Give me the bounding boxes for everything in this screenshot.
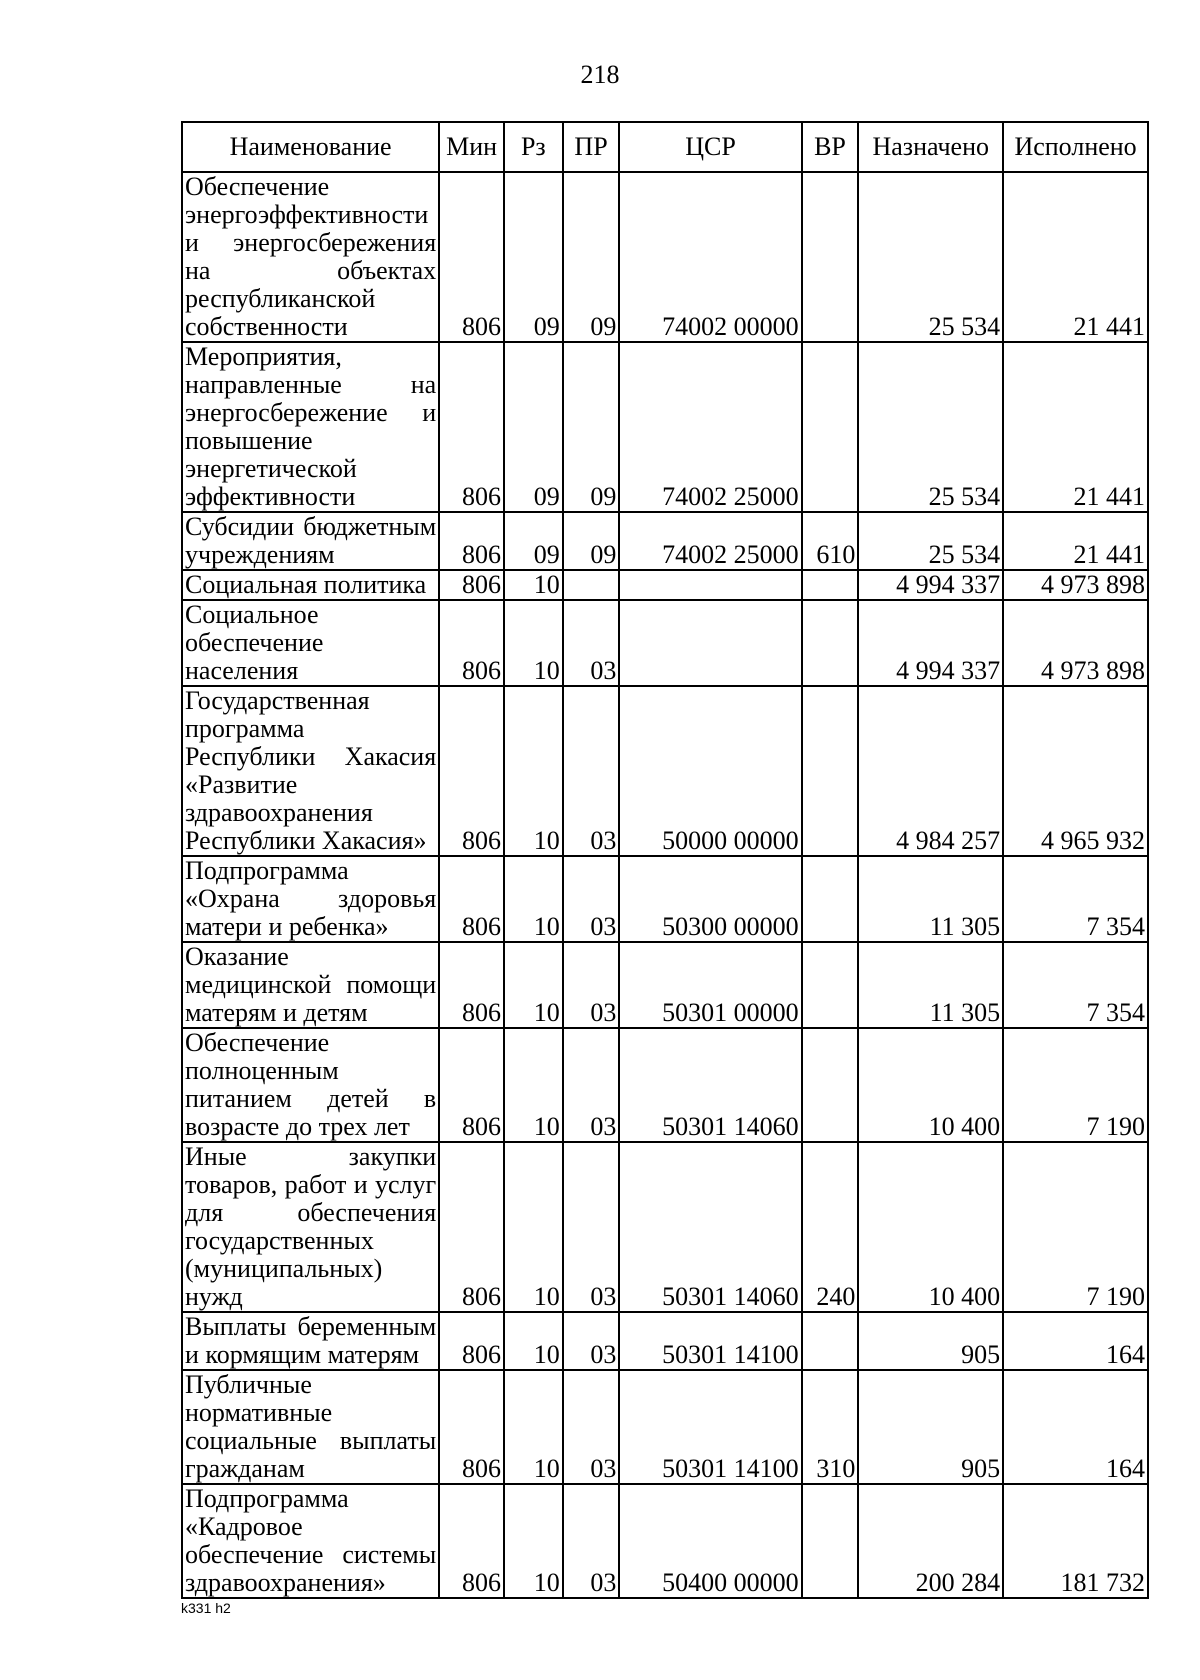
row-rz: 10 [504, 856, 563, 942]
row-rz: 10 [504, 1142, 563, 1312]
row-rz: 10 [504, 1484, 563, 1598]
row-assigned: 11 305 [858, 942, 1003, 1028]
table-row [182, 942, 1148, 1028]
row-assigned: 4 984 257 [858, 686, 1003, 856]
row-csr [619, 570, 801, 600]
row-vr [802, 1028, 859, 1142]
row-name: Социальное обеспечение населения [182, 600, 439, 686]
row-executed: 164 [1003, 1370, 1148, 1484]
row-csr: 74002 25000 [619, 512, 801, 570]
row-pr: 03 [563, 600, 620, 686]
row-vr [802, 1312, 859, 1370]
row-rz: 09 [504, 342, 563, 512]
row-assigned: 25 534 [858, 172, 1003, 342]
row-vr [802, 686, 859, 856]
row-vr [802, 570, 859, 600]
row-assigned: 25 534 [858, 512, 1003, 570]
row-name: Государственная программа Республики Хакасия «Развитие здравоохранения Республики Хакасия» [182, 686, 439, 856]
row-name: Социальная политика [182, 570, 439, 600]
row-name: Иные закупки товаров, работ и услуг для обеспечения государственных (муниципальных) нужд [182, 1142, 439, 1312]
row-executed: 7 354 [1003, 942, 1148, 1028]
row-executed: 4 973 898 [1003, 600, 1148, 686]
table-body [182, 172, 1148, 1598]
row-min: 806 [439, 856, 504, 942]
row-min: 806 [439, 570, 504, 600]
row-rz: 10 [504, 942, 563, 1028]
row-min: 806 [439, 342, 504, 512]
row-min: 806 [439, 1142, 504, 1312]
page-number: 218 [580, 60, 620, 89]
row-csr: 74002 00000 [619, 172, 801, 342]
row-min: 806 [439, 1028, 504, 1142]
row-name: Обеспечение энергоэффективности и энергосбережения на объектах республиканской собственности [182, 172, 439, 342]
row-executed: 4 973 898 [1003, 570, 1148, 600]
row-vr [802, 1484, 859, 1598]
header-pr: ПР [563, 122, 620, 172]
row-min: 806 [439, 600, 504, 686]
row-pr [563, 570, 620, 600]
row-assigned: 25 534 [858, 342, 1003, 512]
table-row [182, 1028, 1148, 1142]
row-pr: 03 [563, 1370, 620, 1484]
row-csr: 50301 14060 [619, 1142, 801, 1312]
row-pr: 09 [563, 172, 620, 342]
row-rz: 09 [504, 172, 563, 342]
row-vr [802, 942, 859, 1028]
row-name: Подпрограмма «Кадровое обеспечение системы здравоохранения» [182, 1484, 439, 1598]
row-csr: 50301 14060 [619, 1028, 801, 1142]
table-row [182, 1370, 1148, 1484]
row-vr [802, 856, 859, 942]
row-csr: 50301 00000 [619, 942, 801, 1028]
table-row [182, 1312, 1148, 1370]
row-pr: 03 [563, 1028, 620, 1142]
table-row [182, 600, 1148, 686]
table-row [182, 512, 1148, 570]
row-csr: 74002 25000 [619, 342, 801, 512]
table-row [182, 172, 1148, 342]
row-rz: 10 [504, 600, 563, 686]
row-executed: 21 441 [1003, 512, 1148, 570]
row-min: 806 [439, 1370, 504, 1484]
row-executed: 4 965 932 [1003, 686, 1148, 856]
table-header-row [182, 122, 1148, 172]
header-min: Мин [439, 122, 504, 172]
row-csr: 50301 14100 [619, 1370, 801, 1484]
row-pr: 03 [563, 856, 620, 942]
row-min: 806 [439, 1484, 504, 1598]
row-assigned: 200 284 [858, 1484, 1003, 1598]
table-row [182, 570, 1148, 600]
header-assigned: Назначено [858, 122, 1003, 172]
row-csr [619, 600, 801, 686]
row-name: Мероприятия, направленные на энергосбережение и повышение энергетической эффективности [182, 342, 439, 512]
row-name: Выплаты беременным и кормящим матерям [182, 1312, 439, 1370]
row-assigned: 10 400 [858, 1028, 1003, 1142]
row-assigned: 4 994 337 [858, 570, 1003, 600]
table-row [182, 686, 1148, 856]
row-rz: 10 [504, 1370, 563, 1484]
row-assigned: 10 400 [858, 1142, 1003, 1312]
row-assigned: 11 305 [858, 856, 1003, 942]
row-vr: 240 [802, 1142, 859, 1312]
row-name: Подпрограмма «Охрана здоровья матери и ребенка» [182, 856, 439, 942]
row-min: 806 [439, 1312, 504, 1370]
row-executed: 21 441 [1003, 342, 1148, 512]
row-min: 806 [439, 172, 504, 342]
row-name: Оказание медицинской помощи матерям и детям [182, 942, 439, 1028]
row-csr: 50000 00000 [619, 686, 801, 856]
row-vr [802, 600, 859, 686]
row-csr: 50301 14100 [619, 1312, 801, 1370]
row-name: Публичные нормативные социальные выплаты гражданам [182, 1370, 439, 1484]
row-vr [802, 172, 859, 342]
row-executed: 7 190 [1003, 1142, 1148, 1312]
row-vr [802, 342, 859, 512]
row-csr: 50300 00000 [619, 856, 801, 942]
header-rz: Рз [504, 122, 563, 172]
row-executed: 181 732 [1003, 1484, 1148, 1598]
table-row [182, 1142, 1148, 1312]
header-name: Наименование [182, 122, 439, 172]
row-pr: 09 [563, 342, 620, 512]
row-executed: 7 354 [1003, 856, 1148, 942]
row-csr: 50400 00000 [619, 1484, 801, 1598]
row-rz: 10 [504, 1312, 563, 1370]
row-rz: 10 [504, 1028, 563, 1142]
footer-code: k331 h2 [181, 1600, 231, 1616]
row-vr: 310 [802, 1370, 859, 1484]
row-rz: 10 [504, 686, 563, 856]
row-executed: 164 [1003, 1312, 1148, 1370]
row-executed: 21 441 [1003, 172, 1148, 342]
header-vr: ВР [802, 122, 859, 172]
row-min: 806 [439, 686, 504, 856]
row-name: Обеспечение полноценным питанием детей в возрасте до трех лет [182, 1028, 439, 1142]
row-pr: 03 [563, 686, 620, 856]
header-csr: ЦСР [619, 122, 801, 172]
row-pr: 03 [563, 1484, 620, 1598]
header-executed: Исполнено [1003, 122, 1148, 172]
row-pr: 09 [563, 512, 620, 570]
row-assigned: 4 994 337 [858, 600, 1003, 686]
row-rz: 10 [504, 570, 563, 600]
row-rz: 09 [504, 512, 563, 570]
row-pr: 03 [563, 1312, 620, 1370]
table-row [182, 856, 1148, 942]
row-pr: 03 [563, 1142, 620, 1312]
row-assigned: 905 [858, 1370, 1003, 1484]
table-row [182, 1484, 1148, 1598]
row-assigned: 905 [858, 1312, 1003, 1370]
row-vr: 610 [802, 512, 859, 570]
table-row [182, 342, 1148, 512]
row-executed: 7 190 [1003, 1028, 1148, 1142]
row-min: 806 [439, 942, 504, 1028]
row-min: 806 [439, 512, 504, 570]
row-name: Субсидии бюджетным учреждениям [182, 512, 439, 570]
budget-table [181, 121, 1149, 1599]
row-pr: 03 [563, 942, 620, 1028]
